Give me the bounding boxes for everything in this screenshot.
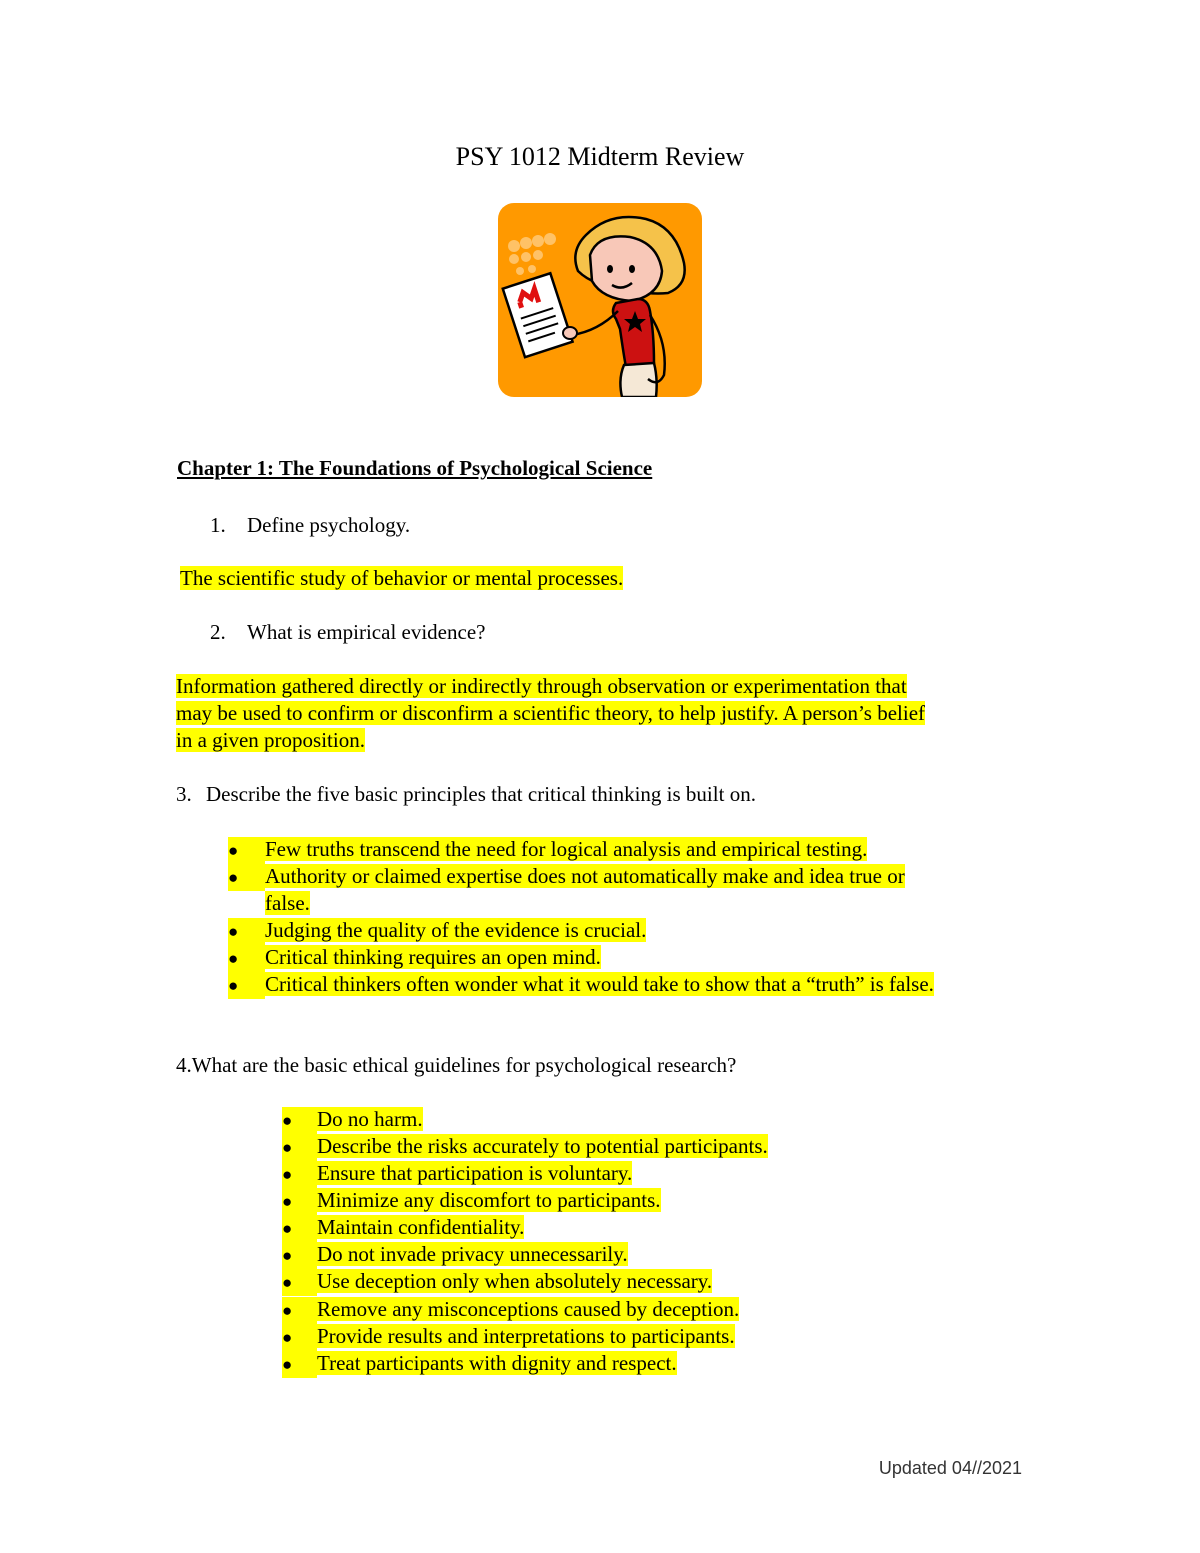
answer-2-line-1: [176, 673, 907, 700]
bullet-icon: ●: [228, 864, 265, 891]
bullet-icon: ●: [282, 1242, 317, 1269]
list-item: ● Judging the quality of the evidence is crucial.: [228, 917, 646, 945]
bullet-icon: ●: [282, 1269, 317, 1296]
bullet-icon: ●: [282, 1134, 317, 1161]
list-item: ● Critical thinking requires an open mind.: [228, 944, 601, 972]
footer-updated-date: Updated 04//2021: [878, 1458, 1022, 1478]
question-2: [210, 619, 485, 646]
list-item: ● Critical thinkers often wonder what it would take to show that a “truth” is false.: [228, 971, 934, 999]
bullet-icon: ●: [228, 918, 265, 945]
bullet-icon: ●: [228, 837, 265, 864]
answer-text: in a given proposition.: [176, 728, 365, 752]
question-text: Define psychology.: [247, 513, 411, 537]
bullet-icon: ●: [282, 1161, 317, 1188]
answer-2-line-3: [176, 727, 365, 754]
answer-1: [180, 565, 623, 592]
question-4: [176, 1052, 736, 1079]
bullet-icon: ●: [282, 1297, 317, 1324]
list-item: ● Do not invade privacy unnecessarily.: [282, 1241, 628, 1269]
bullet-icon: ●: [228, 945, 265, 972]
question-text: Describe the five basic principles that critical thinking is built on.: [206, 782, 756, 806]
bullet-icon: ●: [282, 1188, 317, 1215]
question-number: 1.: [210, 513, 226, 537]
bullet-icon: ●: [282, 1107, 317, 1134]
question-number: 4.: [176, 1053, 192, 1077]
bullet-icon: ●: [282, 1351, 317, 1378]
list-item: ● Remove any misconceptions caused by deception.: [282, 1296, 739, 1324]
answer-text: The scientific study of behavior or mental processes.: [180, 566, 624, 590]
bullet-icon: ●: [282, 1215, 317, 1242]
list-item: ● Do no harm.: [282, 1106, 423, 1134]
list-item-continuation: false.: [265, 891, 310, 915]
list-item: ● Describe the risks accurately to potential participants.: [282, 1133, 768, 1161]
list-item: ● Authority or claimed expertise does not automatically make and idea true or: [228, 863, 905, 891]
answer-2-line-2: [176, 700, 925, 727]
list-item: ● Use deception only when absolutely necessary.: [282, 1268, 712, 1296]
question-number: 2.: [210, 620, 226, 644]
question-text: What is empirical evidence?: [247, 620, 486, 644]
list-item: ● Provide results and interpretations to participants.: [282, 1323, 735, 1351]
question-1: [210, 512, 410, 539]
bullet-icon: ●: [228, 972, 265, 999]
list-item: ● Minimize any discomfort to participants.: [282, 1187, 661, 1215]
student-clipart-image: [498, 203, 702, 397]
list-item: ● Treat participants with dignity and respect.: [282, 1350, 677, 1378]
answer-text: Information gathered directly or indirectly through observation or experimentation that: [176, 674, 907, 698]
question-text: What are the basic ethical guidelines for psychological research?: [191, 1053, 737, 1077]
answer-text: may be used to confirm or disconfirm a scientific theory, to help justify. A person’s belief: [176, 701, 926, 725]
question-3: [176, 781, 756, 808]
chapter-heading: Chapter 1: The Foundations of Psychological Science: [177, 456, 653, 480]
bullet-icon: ●: [282, 1324, 317, 1351]
page-title: PSY 1012 Midterm Review: [455, 142, 745, 171]
list-item: ● Maintain confidentiality.: [282, 1214, 524, 1242]
face-shape: [590, 236, 662, 301]
question-number: 3.: [176, 782, 192, 806]
list-item: ● Ensure that participation is voluntary.: [282, 1160, 632, 1188]
list-item: ● Few truths transcend the need for logical analysis and empirical testing.: [228, 836, 867, 864]
